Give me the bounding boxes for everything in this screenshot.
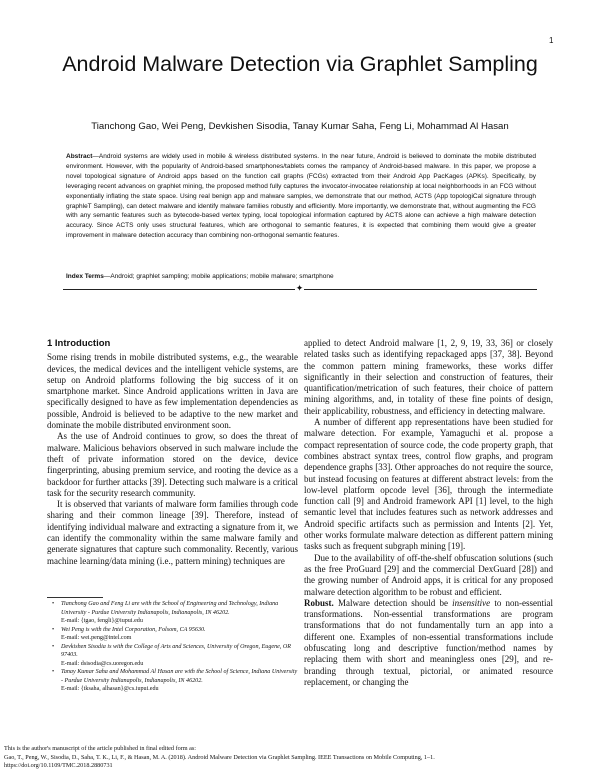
index-terms	[66, 273, 536, 280]
paragraph: It is observed that variants of malware form families through code sharing and their common lineage [39]. Therefore, instead of identifying individual malware and extracting a signature from it, we can identify the commonality within the same malware family and generate signatures that capture such commonality. Recently, various machine learning/data mining (i.e., pattern mining) techniques are	[47, 499, 298, 566]
footnote-item: • Wei Peng is with the Intel Corporation, Folsom, CA 95630. E-mail: wei.peng@intel.com	[61, 626, 298, 643]
abstract-text: —Android systems are widely used in mobile & wireless distributed systems. In the near future, Android is believed to dominate the mobile distributed environment. However, with the popularity of Android-based smartphones/tablets comes the rampancy of Android-based malware. In this paper, we propose a novel topological signature of Android apps based on the function call graphs (FCGs) extracted from their Android App PacKages (APKs). Specifically, by leveraging recent advances on graphlet mining, the proposed method fully captures the invocator-invocatee relationship at local neighborhoods in an FCG without exponentially inflating the state space. Using real benign app and malware samples, we demonstrate that our method, ACTS (App topologiCal signature through graphleT Sampling), can detect malware and identify malware families robustly and efficiently. More importantly, we demonstrate that, without augmenting the FCG with any semantic features such as bytecode-based vertex typing, local topological information captured by ACTS alone can achieve a high malware detection accuracy. Since ACTS only uses structural features, which are orthogonal to semantic features, it is expected that combining them would give a greater improvement in malware detection accuracy than combining non-orthogonal semantic features.	[66, 153, 536, 240]
paragraph: A number of different app representations have been studied for malware detection. For example, Yamaguchi et al. propose a compact representation of source code, the code property graph, that combines abstract syntax trees, control flow graphs, and program dependence graphs [33]. Other approaches do not require the source, but instead focusing on features at different abstract levels: from the low-level platform opcode level [36], through the intermediate function call [9] and Android framework API [1] level, to the high semantic level that includes features such as network addresses and Android specific artifacts such as permission and Intents [2]. Yet, other works formulate malware detection as different pattern mining tasks such as frequent subgraph mining [19].	[304, 417, 553, 552]
paragraph: Due to the availability of off-the-shelf obfuscation solutions (such as the free ProGuard [29] and the commercial DexGuard [28]) and the growing number of Android apps, it is critical for any proposed malware detection algorithm to be robust and efficient.	[304, 552, 553, 597]
paragraph: As the use of Android continues to grow, so does the threat of malware. Malicious behaviors observed in such malware include the theft of private information stored on the device, device fingerprinting, abusing premium service, and rooting the device as a backdoor for further attacks [39]. Detecting such malware is a critical task for the security research community.	[47, 431, 298, 498]
footnote-rule	[47, 597, 103, 598]
citation-line: This is the author's manuscript of the article published in final edited form as:	[4, 745, 197, 752]
right-column	[304, 338, 553, 688]
index-terms-text: —Android; graphlet sampling; mobile applications; mobile malware; smartphone	[103, 273, 334, 280]
author-affiliations	[52, 600, 298, 694]
left-column	[47, 338, 298, 567]
footnote-item: • Tianchong Gao and Feng Li are with the School of Engineering and Technology, Indiana University - Purdue University Indianapolis, Indianapolis, IN 46202. E-mail: {tgao, fengli}@iupui.edu	[61, 600, 298, 626]
footnote-item: • Devkishen Sisodia is with the College of Arts and Sciences, University of Oregon, Eugene, OR 97403. E-mail: dsisodia@cs.uoregon.edu	[61, 643, 298, 669]
doi-link[interactable]: https://doi.org/10.1109/TMC.2018.2880731	[4, 762, 113, 770]
divider-ornament-icon: ✦	[295, 283, 304, 293]
abstract-label: Abstract	[66, 153, 93, 160]
paragraph: Some rising trends in mobile distributed systems, e.g., the wearable devices, the medical devices and the intelligent vehicle systems, are setup on Android platforms following the big success of it on smartphone market. Since Android applications written in Java are specifically designed to have as few implementation dependencies as possible, Android is believed to be adaptive to the new market and dominate the mobile distributed environment soon.	[47, 352, 298, 431]
paragraph: Robust. Malware detection should be insensitive to non-essential transformations. Non-essential transformations are program transformations that do not fundamentally turn an app into a different one. Examples of non-essential transformations include obfuscating long and descriptive function/method names by replacing them with short and meaningless ones [29], and re-branding through textual, pictorial, or animated resource replacement, or changing the	[304, 597, 553, 687]
footnote-item: • Tanay Kumar Saha and Mohammad Al Hasan are with the School of Science, Indiana University - Purdue University Indianapolis, Indianapolis, IN 46202. E-mail: {tksaha, alhasan}@cs.iupui.edu	[61, 668, 298, 694]
index-terms-label: Index Terms	[66, 273, 104, 280]
citation-notice	[4, 745, 594, 771]
citation-line: Gao, T., Peng, W., Sisodia, D., Saha, T. K., Li, F., & Hasan, M. A. (2018). Android Malware Detection via Graphlet Sampling. IEEE Transactions on Mobile Computing, 1–1.	[4, 753, 435, 761]
paper-title: Android Malware Detection via Graphlet Sampling	[62, 52, 538, 76]
abstract	[66, 152, 536, 241]
page-number: 1	[549, 36, 554, 45]
robust-label: Robust.	[304, 597, 334, 608]
section-heading: 1 Introduction	[47, 338, 111, 349]
author-list: Tianchong Gao, Wei Peng, Devkishen Sisodia, Tanay Kumar Saha, Feng Li, Mohammad Al Hasan	[91, 121, 509, 132]
paragraph: applied to detect Android malware [1, 2, 9, 19, 33, 36] or closely related tasks such as identifying repackaged apps [37, 38]. Beyond the common pattern mining frameworks, these works differ significantly in their selection and construction of features, their quantification/metrication of such features, their choice of pattern mining algorithms, and, in totality of these fine points of design, their applicability, robustness, and efficiency in detecting malware.	[304, 338, 553, 416]
